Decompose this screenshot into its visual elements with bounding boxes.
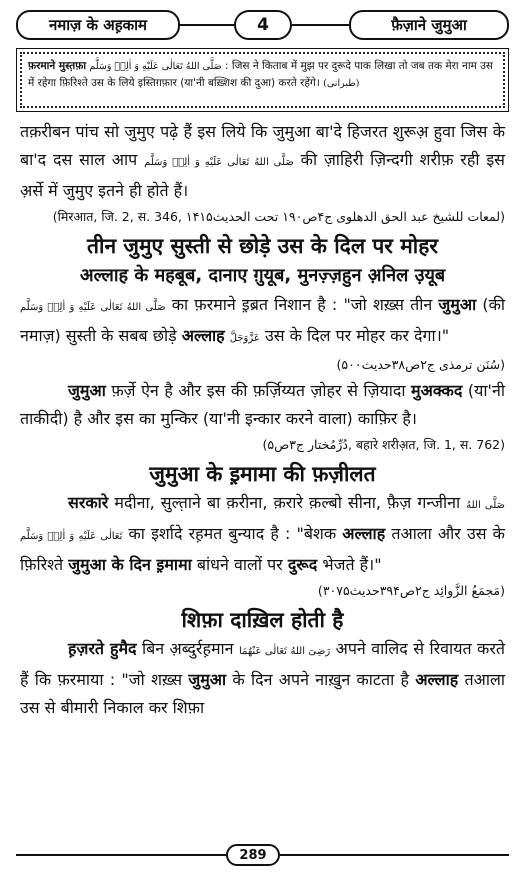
paragraph-4 [20, 489, 505, 579]
header-page-number: 4 [234, 10, 292, 40]
heading-imama: जुमुआ के इ़मामा की फ़ज़ीलत [149, 462, 376, 486]
header-right-label: फ़ैज़ाने जुमुआ [349, 10, 509, 40]
heading-teen-jumua: तीन जुमुए सुस्ती से छोड़े उस के दिल पर मोहर [87, 234, 438, 258]
quote-arabic: صَلَّى اللهُ تَعَالٰى عَلَيْهِ وَ اٰلِهٖ وَسَلَّم [89, 61, 222, 72]
heading-allah-ke-mahboob: अल्लाह के महबूब, दानाए ग़ुयूब, मुनज़्ज़हुन अ़निल उ़यूब [79, 265, 446, 286]
header-line-left [180, 24, 234, 26]
reference-4: (مَجمَعُ الزَّوائِد ج۲ص۳۹۴حديث۳۰۷۵) [317, 583, 505, 598]
p5-text-a: बिन अ़ब्दुर्रह़मान [141, 639, 234, 658]
p4-durood-bold: दुरूद [287, 555, 318, 574]
p5-text-c: के दिन अपने नाख़ुन काटता है [232, 670, 410, 689]
quote-ref: (طبرانی) [323, 78, 360, 89]
paragraph-5 [20, 635, 505, 722]
footer-line-right [280, 854, 509, 856]
p4-arabic: صَلَّى اللهُ تَعَالٰى عَلَيْهِ وَ اٰلِهٖ وَسَلَّم [20, 500, 506, 542]
paragraph-1 [20, 118, 505, 205]
paragraph-2 [20, 291, 505, 353]
heading-shifa: शिफ़ा दाख़िल होती है [181, 608, 344, 632]
salawat-quote-box [16, 48, 509, 112]
p1-arabic: صَلَّى اللهُ تَعَالٰى عَلَيْهِ وَ اٰلِهٖ وَسَلَّم [144, 157, 294, 168]
p3-muakkad-bold: मुअक्कद [411, 381, 463, 400]
header-line-right [292, 24, 349, 26]
p4-text-e: बांधने वालों पर [196, 555, 283, 574]
p2-text-a: का फ़रमाने इ़ब्रत निशान है : [171, 295, 338, 314]
p5-allah-bold: अल्लाह [415, 670, 459, 689]
p2-text-c: (की नमाज़) सुस्ती के सबब छोड़े [20, 295, 506, 345]
p4-sarkare-bold: सरकारे [68, 493, 109, 512]
p2-arabic-2: عَزَّوَجَلَّ [229, 333, 260, 344]
reference-3: (دُرِّمُختار ج۳ص۵, बहारे शरीअ़त, जि. 1, स. 762) [262, 437, 505, 452]
p3-jumua-bold: जुमुआ [68, 381, 106, 400]
paragraph-3 [20, 377, 505, 433]
p2-text-b: "जो शख़्स तीन [343, 295, 433, 314]
p1-text-a: तक़रीबन पांच सो जुमुए पढ़े हैं इस लिये कि जुमुआ बा'दे हिजरत शुरूअ़ हुवा जिस के बा'द दस साल आप [20, 122, 505, 169]
header-left-label: नमाज़ के अह़काम [16, 10, 180, 40]
p2-allah-bold: अल्लाह [181, 326, 225, 345]
p5-text-b: अपने वालिद से रिवायत करते हैं कि फ़रमाया : "जो शख़्स [20, 639, 505, 689]
quote-label: फ़रमाने मुस्त़फ़ा [28, 60, 87, 72]
p3-text-b: (या'नी ताकीदी) है और इस का मुन्किर (या'नी इन्कार करने वाला) काफ़िर है। [20, 381, 505, 428]
p4-jumua-imama-bold: जुमुआ के दिन इ़मामा [68, 555, 192, 574]
page-body [20, 118, 505, 722]
salawat-quote-text [20, 52, 505, 108]
p5-arabic: رَضِیَ اللهُ تَعَالٰی عَنْهُمَا [238, 646, 331, 657]
reference-2: (سُنَن ترمذی ج۲ص۳۸حديث۵۰۰) [336, 357, 505, 372]
footer-page-number: 289 [226, 844, 280, 866]
footer-line-left [16, 854, 226, 856]
p2-text-d: उस के दिल पर मोहर कर देगा।" [264, 326, 450, 345]
p4-text-d: तआला और उस के फ़िरिश्ते [20, 524, 505, 574]
p1-text-b: की ज़ाहिरी ज़िन्दगी शरीफ़ रही इस अ़र्से में जुमुए इतने ही होते हैं। [20, 150, 505, 200]
p2-jumua-bold: जुमुआ [438, 295, 477, 314]
p5-jumua-bold: जुमुआ [188, 670, 227, 689]
quote-text: : जिस ने किताब में मुझ पर दुरूदे पाक लिखा तो जब तक मेरा नाम उस में रहेगा फ़िरिश्ते उस के लिये इस्तिग़फ़ार (या'नी बख़्शिश की दुआ) करते रहेंगे। [28, 60, 494, 89]
p5-text-d: तआला उस से बीमारी निकाल कर शिफ़ा [20, 670, 506, 717]
p4-text-b: का इर्शादे रह़मत बुन्याद है : [128, 524, 291, 543]
p2-arabic: صَلَّى اللهُ تَعَالٰى عَلَيْهِ وَ اٰلِهٖ وَسَلَّم [20, 302, 166, 313]
reference-1: (मिरआत, जि. 2, स. 346, لمعات للشيخ عبد الحق الدهلوی ج۴ص۱۹۰ تحت الحديث۱۴۱۵) [52, 209, 505, 224]
p4-text-f: भेजते हैं।" [322, 555, 382, 574]
p4-text-c: "बेशक [296, 524, 337, 543]
p4-text-a: मदीना, सुल्त़ाने बा क़रीना, क़रारे क़ल्बो सीना, फ़ैज़ गन्जीना [114, 493, 461, 512]
p5-humaid-bold: ह़ज़रते हुमैद [68, 639, 137, 658]
p3-text-a: फ़र्ज़े ऐन है और इस की फ़र्ज़िय्यत ज़ोहर से ज़ियादा [111, 381, 406, 400]
p4-allah-bold: अल्लाह [342, 524, 386, 543]
